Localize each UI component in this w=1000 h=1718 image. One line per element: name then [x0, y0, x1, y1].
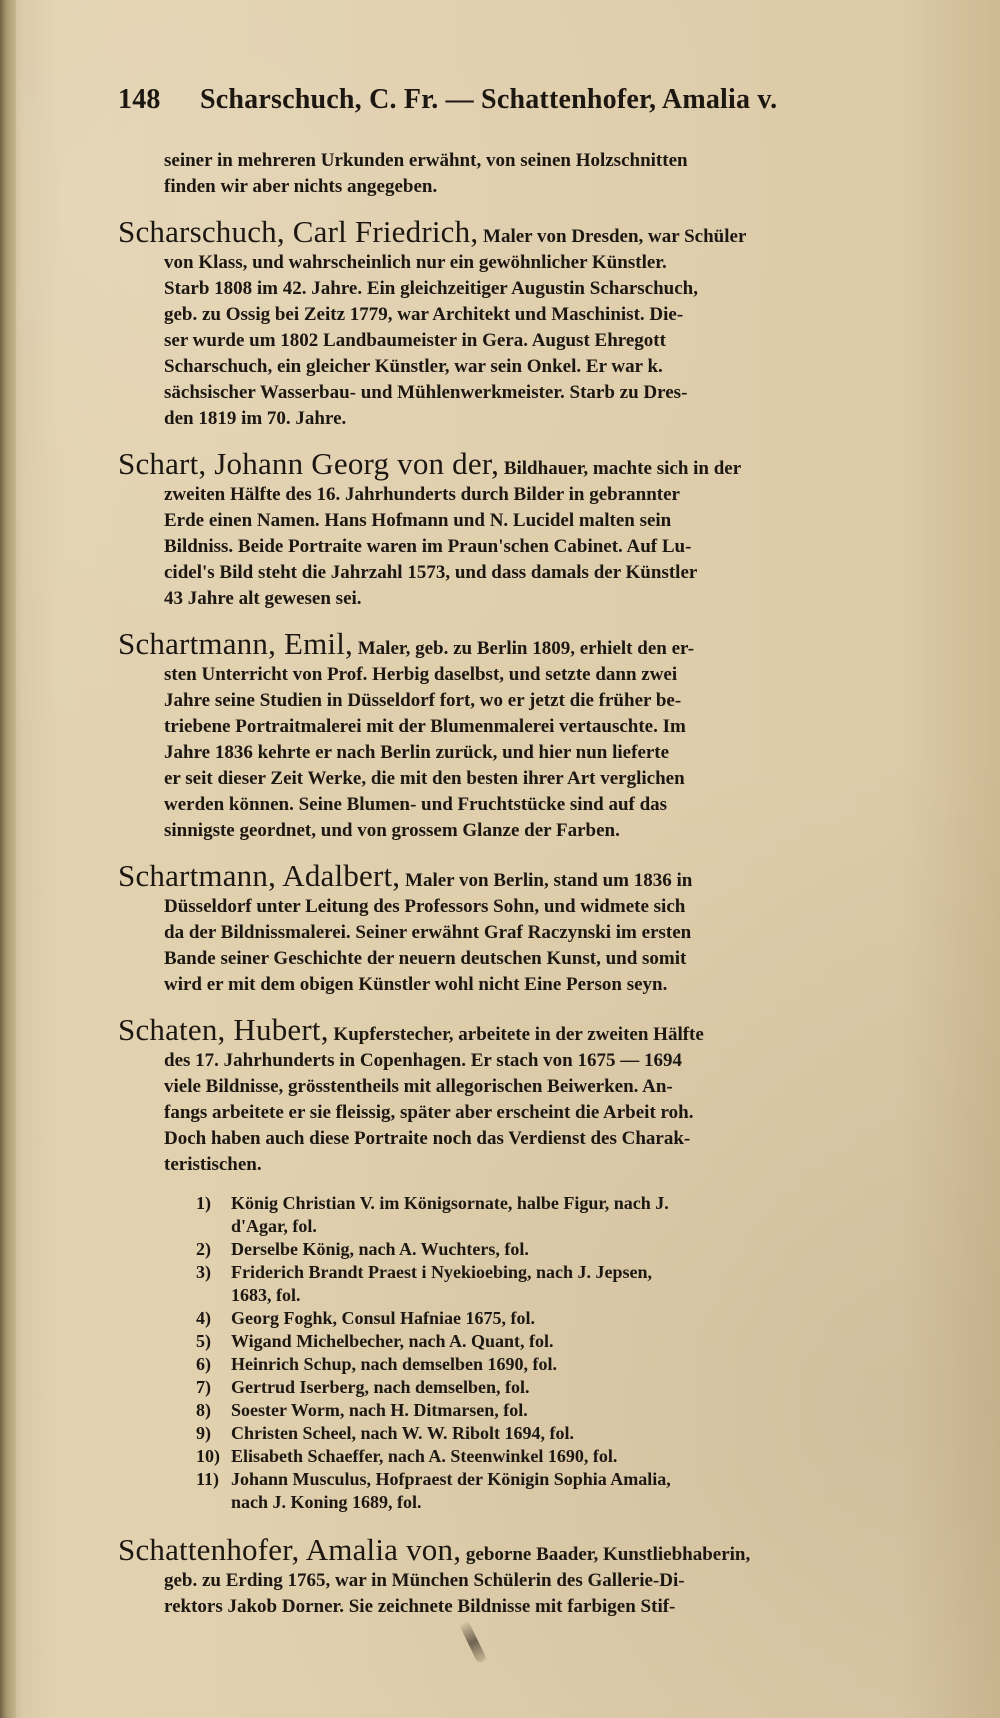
work-item [196, 1468, 930, 1514]
entry-continuation [118, 148, 930, 200]
work-item [196, 1353, 930, 1376]
text-line: Doch haben auch diese Portraite noch das Verdienst des Charak- [164, 1128, 691, 1149]
work-number: 1) [196, 1193, 211, 1213]
text-line: cidel's Bild steht die Jahrzahl 1573, und dass damals der Künstler [164, 562, 698, 583]
work-item-line [196, 1353, 930, 1376]
work-text: Heinrich Schup, nach demselben 1690, fol. [231, 1354, 558, 1374]
work-number: 7) [196, 1377, 211, 1397]
text-line: geb. zu Erding 1765, war in München Schülerin des Gallerie-Di- [164, 1570, 685, 1591]
text-line: des 17. Jahrhunderts in Copenhagen. Er stach von 1675 — 1694 [164, 1050, 683, 1071]
entry-first-line [118, 214, 930, 250]
work-item [196, 1422, 930, 1445]
work-item [196, 1376, 930, 1399]
work-item [196, 1399, 930, 1422]
work-number: 2) [196, 1239, 211, 1259]
entry-text: Maler von Dresden, war Schüler [478, 226, 747, 247]
work-number: 9) [196, 1423, 211, 1443]
text-line: Bildniss. Beide Portraite waren im Praun'schen Cabinet. Auf Lu- [164, 536, 692, 557]
text-line: seiner in mehreren Urkunden erwähnt, von seinen Holzschnitten [164, 150, 688, 171]
work-number: 11) [196, 1469, 220, 1489]
text-line: wird er mit dem obigen Künstler wohl nicht Eine Person seyn. [164, 974, 668, 995]
work-item-line [196, 1399, 930, 1422]
entry-scharschuch [118, 214, 930, 432]
text-line: teristischen. [164, 1154, 262, 1175]
work-number: 6) [196, 1354, 211, 1374]
text-line: triebene Portraitmalerei mit der Blumenmalerei vertauschte. Im [164, 716, 686, 737]
text-line: er seit dieser Zeit Werke, die mit den besten ihrer Art verglichen [164, 768, 685, 789]
book-spine-edge [0, 0, 16, 1718]
text-line: geb. zu Ossig bei Zeitz 1779, war Architekt und Maschinist. Die- [164, 304, 684, 325]
text-line: zweiten Hälfte des 16. Jahrhunderts durch Bilder in gebrannter [164, 484, 680, 505]
running-title: Scharschuch, C. Fr. — Schattenhofer, Amalia v. [200, 84, 778, 115]
entry-headword: Schaten, Hubert, [118, 1012, 329, 1047]
entry-text: Maler, geb. zu Berlin 1809, erhielt den er- [353, 638, 695, 659]
work-number: 4) [196, 1308, 211, 1328]
work-text: Friderich Brandt Praest i Nyekioebing, nach J. Jepsen, [231, 1262, 652, 1282]
entry-schaten [118, 1012, 930, 1178]
work-item-line [196, 1445, 930, 1468]
text-line: Jahre seine Studien in Düsseldorf fort, wo er jetzt die früher be- [164, 690, 682, 711]
text-line: Erde einen Namen. Hans Hofmann und N. Lucidel malten sein [164, 510, 672, 531]
work-text: Gertrud Iserberg, nach demselben, fol. [231, 1377, 530, 1397]
entry-headword: Schart, Johann Georg von der, [118, 446, 500, 481]
page-header [118, 84, 930, 124]
entry-text: Kupferstecher, arbeitete in der zweiten Hälfte [328, 1024, 704, 1045]
text-line: von Klass, und wahrscheinlich nur ein gewöhnlicher Künstler. [164, 252, 667, 273]
text-line: ser wurde um 1802 Landbaumeister in Gera. August Ehregott [164, 330, 666, 351]
text-line: Düsseldorf unter Leitung des Professors Sohn, und widmete sich [164, 896, 686, 917]
entry-headword: Schattenhofer, Amalia von, [118, 1532, 462, 1567]
work-item [196, 1445, 930, 1468]
text-line: werden können. Seine Blumen- und Fruchtstücke sind auf das [164, 794, 668, 815]
text-line: sten Unterricht von Prof. Herbig daselbst, und setzte dann zwei [164, 664, 678, 685]
entry-schartmann-emil [118, 626, 930, 844]
work-item [196, 1238, 930, 1261]
work-item-line: nach J. Koning 1689, fol. [231, 1492, 422, 1512]
work-text: Christen Scheel, nach W. W. Ribolt 1694, fol. [231, 1423, 575, 1443]
work-text: Soester Worm, nach H. Ditmarsen, fol. [231, 1400, 528, 1420]
entry-schart [118, 446, 930, 612]
page-number: 148 [118, 84, 161, 115]
entry-headword: Scharschuch, Carl Friedrich, [118, 214, 479, 249]
work-item [196, 1330, 930, 1353]
entry-first-line [118, 446, 930, 482]
work-number: 8) [196, 1400, 211, 1420]
work-number: 5) [196, 1331, 211, 1351]
work-item [196, 1307, 930, 1330]
text-line: rektors Jakob Dorner. Sie zeichnete Bildnisse mit farbigen Stif- [164, 1596, 676, 1617]
entry-text: Bildhauer, machte sich in der [499, 458, 742, 479]
work-number: 3) [196, 1262, 211, 1282]
entry-first-line [118, 626, 930, 662]
work-text: Wigand Michelbecher, nach A. Quant, fol. [231, 1331, 554, 1351]
work-item-line [196, 1307, 930, 1330]
work-item-line [196, 1261, 930, 1284]
entry-headword: Schartmann, Emil, [118, 626, 353, 661]
work-item-line [196, 1468, 930, 1491]
work-number: 10) [196, 1446, 220, 1466]
text-line: finden wir aber nichts angegeben. [164, 176, 438, 197]
work-item-line: 1683, fol. [231, 1285, 301, 1305]
entry-schattenhofer [118, 1532, 930, 1620]
work-item-line [196, 1422, 930, 1445]
work-item-line [196, 1330, 930, 1353]
work-item [196, 1261, 930, 1307]
entry-headword: Schartmann, Adalbert, [118, 858, 401, 893]
text-line: Starb 1808 im 42. Jahre. Ein gleichzeitiger Augustin Scharschuch, [164, 278, 698, 299]
work-text: König Christian V. im Königsornate, halbe Figur, nach J. [231, 1193, 669, 1213]
text-line: den 1819 im 70. Jahre. [164, 408, 347, 429]
text-line: da der Bildnissmalerei. Seiner erwähnt Graf Raczynski im ersten [164, 922, 692, 943]
text-line: Scharschuch, ein gleicher Künstler, war sein Onkel. Er war k. [164, 356, 663, 377]
entry-schartmann-adalbert [118, 858, 930, 998]
text-line: sinnigste geordnet, und von grossem Glanze der Farben. [164, 820, 620, 841]
work-text: Georg Foghk, Consul Hafniae 1675, fol. [231, 1308, 536, 1328]
text-line: viele Bildnisse, grösstentheils mit allegorischen Beiwerken. An- [164, 1076, 673, 1097]
work-item [196, 1192, 930, 1238]
entry-text: Maler von Berlin, stand um 1836 in [400, 870, 693, 891]
text-line: Jahre 1836 kehrte er nach Berlin zurück, und hier nun lieferte [164, 742, 670, 763]
text-line: Bande seiner Geschichte der neuern deutschen Kunst, und somit [164, 948, 687, 969]
entry-first-line [118, 1012, 930, 1048]
text-line: sächsischer Wasserbau- und Mühlenwerkmeister. Starb zu Dres- [164, 382, 688, 403]
work-item-line [196, 1192, 930, 1215]
entry-text: geborne Baader, Kunstliebhaberin, [461, 1544, 751, 1565]
page-content [118, 84, 930, 1634]
entry-first-line [118, 858, 930, 894]
work-text: Johann Musculus, Hofpraest der Königin Sophia Amalia, [231, 1469, 671, 1489]
text-line: 43 Jahre alt gewesen sei. [164, 588, 362, 609]
work-text: Elisabeth Schaeffer, nach A. Steenwinkel 1690, fol. [231, 1446, 618, 1466]
work-item-line [196, 1238, 930, 1261]
entry-first-line [118, 1532, 930, 1568]
text-line: fangs arbeitete er sie fleissig, später aber erscheint die Arbeit roh. [164, 1102, 694, 1123]
work-text: Derselbe König, nach A. Wuchters, fol. [231, 1239, 529, 1259]
work-item-line [196, 1376, 930, 1399]
works-list [118, 1192, 930, 1514]
work-item-line: d'Agar, fol. [231, 1216, 317, 1236]
